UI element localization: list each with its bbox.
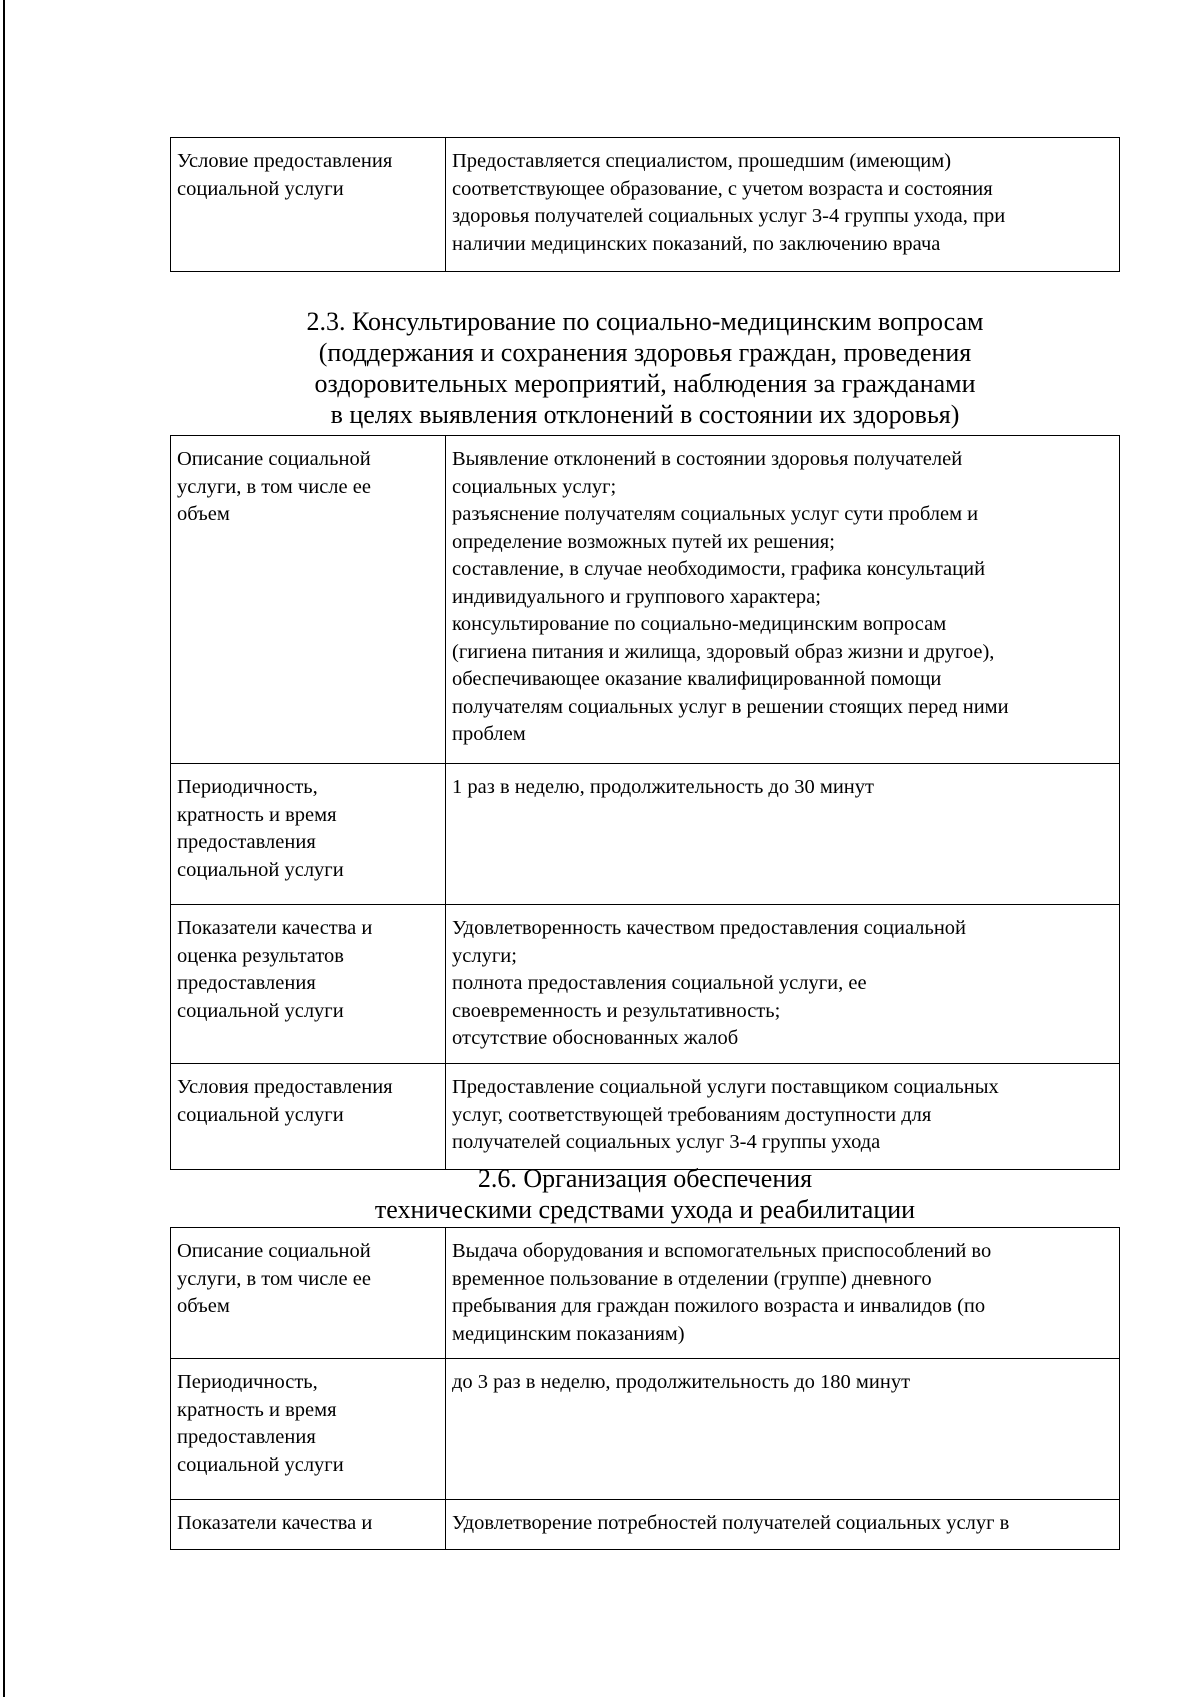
row-label: Условия предоставления социальной услуги	[171, 1064, 446, 1170]
table-row	[171, 1064, 1120, 1170]
row-value: 1 раз в неделю, продолжительность до 30 минут	[446, 764, 1120, 905]
row-value: Выявление отклонений в состоянии здоровья получателей социальных услуг; разъяснение получателям социальных услуг сути проблем и определение возможных путей их решения; составление, в случае необходимости, графика консультаций индивидуального и группового характера; консультирование по социально-медицинским вопросам (гигиена питания и жилища, здоровый образ жизни и другое), обеспечивающее оказание квалифицированной помощи получателям социальных услуг в решении стоящих перед ними проблем	[446, 436, 1120, 764]
row-label: Показатели качества и оценка результатов предоставления социальной услуги	[171, 905, 446, 1064]
row-label: Показатели качества и	[171, 1500, 446, 1550]
section-2-3-title: 2.3. Консультирование по социально-медицинским вопросам (поддержания и сохранения здоровья граждан, проведения оздоровительных мероприятий, наблюдения за гражданами в целях выявления отклонений в состоянии их здоровья)	[306, 307, 984, 429]
table-row	[171, 764, 1120, 905]
row-label: Описание социальной услуги, в том числе ее объем	[171, 436, 446, 764]
table-row	[171, 1228, 1120, 1359]
row-label: Периодичность, кратность и время предоставления социальной услуги	[171, 1359, 446, 1500]
table-row	[171, 138, 1120, 272]
table-row	[171, 1359, 1120, 1500]
section-2-6-title: 2.6. Организация обеспечения техническими средствами ухода и реабилитации	[374, 1164, 916, 1224]
table-top	[170, 137, 1120, 272]
row-value: Удовлетворение потребностей получателей социальных услуг в	[446, 1500, 1120, 1550]
row-value: Предоставляется специалистом, прошедшим (имеющим) соответствующее образование, с учетом возраста и состояния здоровья получателей социальных услуг 3-4 группы ухода, при наличии медицинских показаний, по заключению врача	[446, 138, 1120, 272]
table-row	[171, 1500, 1120, 1550]
table-section-2-3	[170, 435, 1120, 1170]
table-section-2-6	[170, 1227, 1120, 1550]
row-value: до 3 раз в неделю, продолжительность до 180 минут	[446, 1359, 1120, 1500]
row-value: Удовлетворенность качеством предоставления социальной услуги; полнота предоставления социальной услуги, ее своевременность и результативность; отсутствие обоснованных жалоб	[446, 905, 1120, 1064]
table-row	[171, 905, 1120, 1064]
row-value: Предоставление социальной услуги поставщиком социальных услуг, соответствующей требованиям доступности для получателей социальных услуг 3-4 группы ухода	[446, 1064, 1120, 1170]
row-label: Описание социальной услуги, в том числе ее объем	[171, 1228, 446, 1359]
table-row	[171, 436, 1120, 764]
row-label: Условие предоставления социальной услуги	[171, 138, 446, 272]
row-label: Периодичность, кратность и время предоставления социальной услуги	[171, 764, 446, 905]
row-value: Выдача оборудования и вспомогательных приспособлений во временное пользование в отделении (группе) дневного пребывания для граждан пожилого возраста и инвалидов (по медицинским показаниям)	[446, 1228, 1120, 1359]
scan-edge-line	[3, 0, 5, 1697]
